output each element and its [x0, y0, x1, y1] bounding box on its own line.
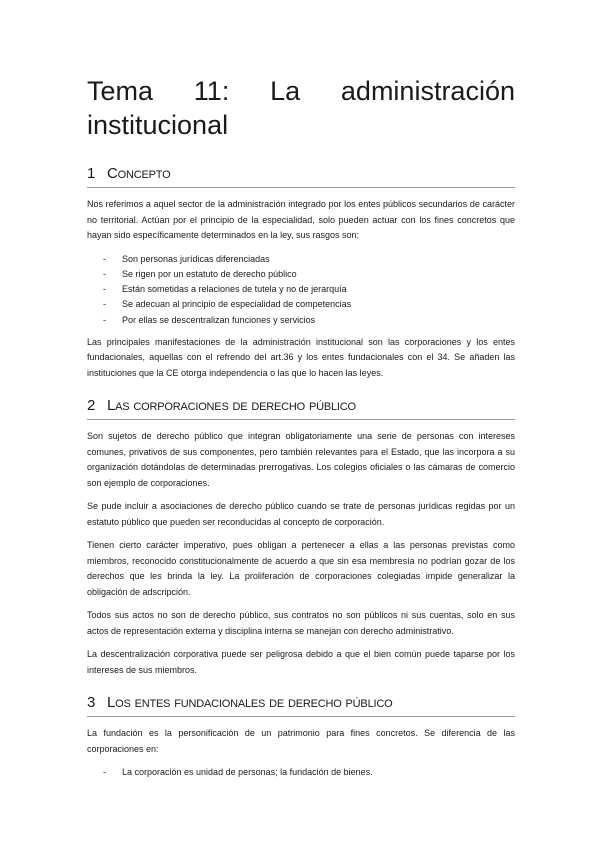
paragraph: Son sujetos de derecho público que integran obligatoriamente una serie de personas con intereses comunes, privativos de sus componentes, pero también relevantes para el Estado, que las incorpora a su organización dotándolas de determinadas prerrogativas. Los colegios oficiales o las cámaras de comercio son ejemplo de corporaciones. — [87, 431, 515, 488]
list-item-text: Son personas jurídicas diferenciadas — [122, 253, 270, 264]
title-line-1 — [87, 74, 515, 108]
title-line-2: institucional — [87, 110, 229, 140]
dash-marker: - — [103, 253, 106, 264]
paragraph: Se pude incluir a asociaciones de derecho público cuando se trate de personas jurídicas regidas por un estatuto público que pueden ser reconducidas al concepto de corporación. — [87, 501, 515, 527]
title-word: Tema — [87, 76, 154, 106]
dash-marker: - — [103, 284, 106, 295]
paragraph: La fundación es la personificación de un patrimonio para fines concretos. Se diferencia de las corporaciones en: — [87, 728, 515, 754]
list-item-text: Se adecuan al principio de especialidad de competencias — [122, 299, 352, 310]
section-heading — [87, 694, 515, 717]
section-entes-fundacionales — [87, 694, 515, 780]
section-heading — [87, 397, 515, 420]
dash-marker: - — [103, 268, 106, 279]
dash-marker: - — [103, 767, 106, 778]
document-page — [87, 74, 515, 797]
section-title: Los entes fundacionales de derecho público — [107, 694, 393, 712]
dash-marker: - — [103, 314, 106, 325]
section-number: 2 — [87, 397, 96, 415]
section-concepto — [87, 165, 515, 381]
dash-marker: - — [103, 299, 106, 310]
section-title: Concepto — [107, 165, 171, 182]
section-number: 3 — [87, 694, 96, 712]
list-item-text: La corporación es unidad de personas; la fundación de bienes. — [122, 767, 373, 778]
list-item-text: Por ellas se descentralizan funciones y servicios — [122, 314, 316, 325]
document-title — [87, 74, 515, 142]
paragraph: Nos referimos a aquel sector de la administración integrado por los entes públicos secundarios de carácter no territorial. Actúan por el principio de la especialidad, solo pueden actuar con los fines concretos que hayan sido específicamente determinados en la ley, sus rasgos son: — [87, 199, 515, 240]
paragraph: Todos sus actos no son de derecho público, sus contratos no son públicos ni sus cuentas, solo en sus actos de representación externa y disciplina interna se manejan con derecho administrativo. — [87, 610, 515, 636]
paragraph: Tienen cierto carácter imperativo, pues obligan a pertenecer a ellas a las personas previstas como miembros, reconocido constitucionalmente de acuerdo a que sin esa membresía no podrían gozar de los derechos que les brinda la ley. La proliferación de corporaciones colegiadas impide generalizar la obligación de adscripción. — [87, 540, 515, 597]
title-word: La — [270, 76, 301, 106]
title-word: 11: — [193, 76, 230, 106]
list-item — [87, 765, 515, 780]
paragraph: Las principales manifestaciones de la administración institucional son las corporaciones y los entes fundacionales, aquellas con el refrendo del art.36 y los entes fundacionales con el 34. Se añaden las instituciones que la CE otorga independencia o las que lo hacen las leyes. — [87, 336, 515, 378]
list-item — [87, 252, 515, 267]
bullet-list — [87, 252, 515, 328]
title-word: administración — [340, 76, 515, 106]
list-item-text: Están sometidas a relaciones de tutela y no de jerarquía — [122, 284, 347, 295]
list-item — [87, 313, 515, 328]
section-heading — [87, 165, 515, 188]
paragraph: La descentralización corporativa puede ser peligrosa debido a que el bien común puede taparse por los intereses de sus miembros. — [87, 649, 515, 675]
list-item-text: Se rigen por un estatuto de derecho público — [122, 268, 297, 279]
list-item — [87, 267, 515, 282]
section-title: Las corporaciones de derecho público — [107, 397, 356, 415]
list-item — [87, 282, 515, 297]
section-corporaciones — [87, 397, 515, 678]
list-item — [87, 297, 515, 312]
section-number: 1 — [87, 165, 96, 182]
bullet-list — [87, 765, 515, 780]
